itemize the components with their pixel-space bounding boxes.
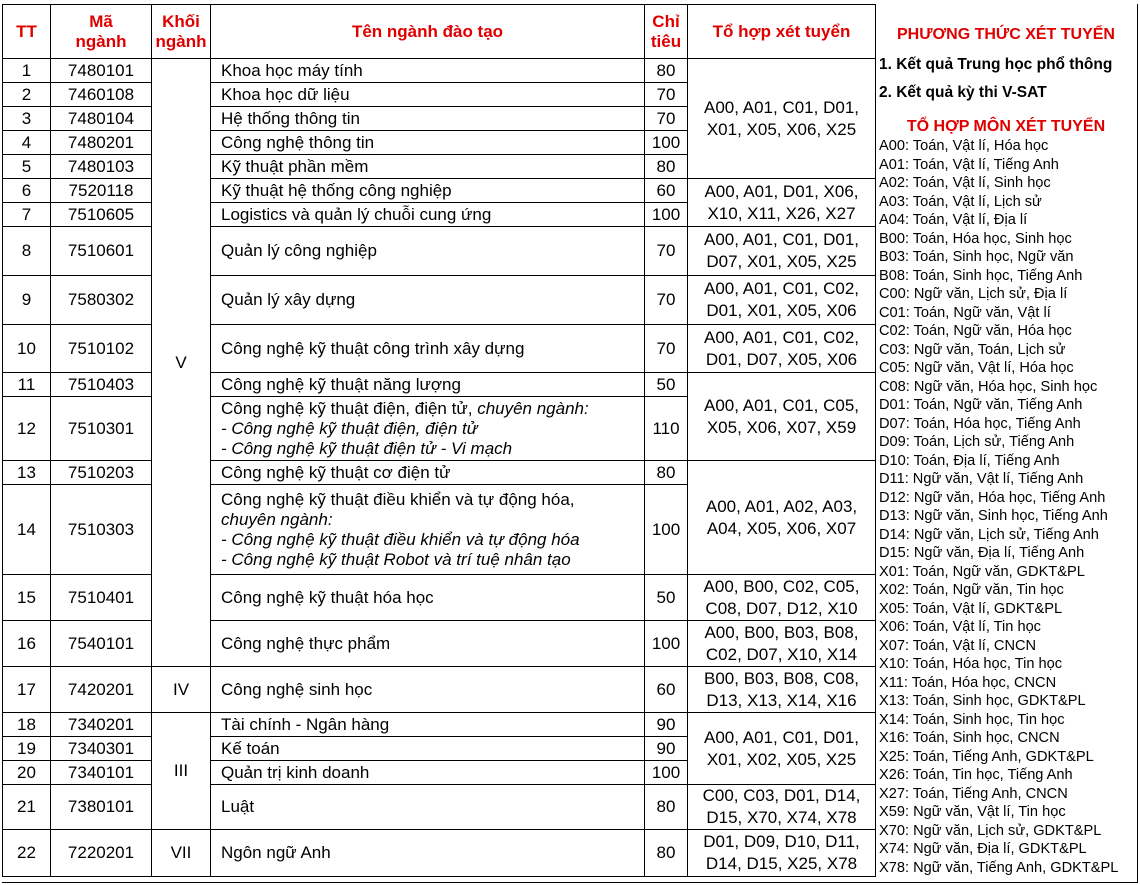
table-row: 18 7340201 III Tài chính - Ngân hàng 90 A00, A01, C01, D01, X01, X02, X05, X25 (3, 713, 876, 737)
table-row: 8 7510601 Quản lý công nghiệp 70 A00, A01, C01, D01, D07, X01, X05, X25 (3, 227, 876, 276)
combo-cell: A00, A01, C01, C02, D01, D07, X05, X06 (688, 325, 876, 373)
table-row: 9 7580302 Quản lý xây dựng 70 A00, A01, C01, C02, D01, X01, X05, X06 (3, 276, 876, 325)
method-item: 2. Kết quả kỳ thi V-SAT (879, 84, 1047, 101)
combo-code: A03: Toán, Vật lí, Lịch sử (879, 193, 1042, 210)
combo-code: X07: Toán, Vật lí, CNCN (879, 637, 1037, 654)
table-row: 1 7480101 V Khoa học máy tính 80 A00, A01, C01, D01, X01, X05, X06, X25 (3, 59, 876, 83)
combo-code: X11: Toán, Hóa học, CNCN (879, 674, 1057, 691)
combo-cell: A00, B00, C02, C05, C08, D07, D12, X10 (688, 575, 876, 621)
table-row: 22 7220201 VII Ngôn ngữ Anh 80 D01, D09, D10, D11, D14, D15, X25, X78 (3, 830, 876, 877)
combo-cell: A00, A01, D01, X06, X10, X11, X26, X27 (688, 179, 876, 227)
bottom-rule (2, 882, 875, 883)
table-row: 20 7340101 Quản trị kinh doanh 100 (3, 761, 876, 785)
combo-code: A00: Toán, Vật lí, Hóa học (879, 138, 1049, 154)
block-v: V (152, 59, 211, 667)
side-panel (875, 4, 1138, 883)
combo-code: B03: Toán, Sinh học, Ngữ văn (879, 249, 1074, 265)
header-combos: Tổ hợp xét tuyển (688, 5, 876, 59)
table-row: 7 7510605 Logistics và quản lý chuỗi cung ứng 100 (3, 203, 876, 227)
combo-code: X16: Toán, Sinh học, CNCN (879, 730, 1060, 746)
table-row: 6 7520118 Kỹ thuật hệ thống công nghiệp 60 A00, A01, D01, X06, X10, X11, X26, X27 (3, 179, 876, 203)
combo-code: X13: Toán, Sinh học, GDKT&PL (879, 693, 1086, 709)
combo-code: X06: Toán, Vật lí, Tin học (879, 619, 1041, 635)
header-code: Mã ngành (51, 5, 152, 59)
methods-title: PHƯƠNG THỨC XÉT TUYỂN (897, 26, 1115, 43)
table-header-row (3, 5, 876, 59)
combo-code: X05: Toán, Vật lí, GDKT&PL (879, 600, 1063, 617)
combo-cell: C00, C03, D01, D14, D15, X70, X74, X78 (688, 785, 876, 830)
combo-code: A04: Toán, Vật lí, Địa lí (879, 212, 1028, 228)
combo-code: X74: Ngữ văn, Địa lí, GDKT&PL (879, 841, 1087, 857)
combo-code: X01: Toán, Ngữ văn, GDKT&PL (879, 563, 1085, 580)
block-vii: VII (152, 830, 211, 877)
combo-cell: A00, A01, C01, D01, X01, X02, X05, X25 (688, 713, 876, 785)
table-row: 4 7480201 Công nghệ thông tin 100 (3, 131, 876, 155)
combo-code: B08: Toán, Sinh học, Tiếng Anh (879, 267, 1083, 284)
combo-code: X25: Toán, Tiếng Anh, GDKT&PL (879, 748, 1094, 765)
block-iii: III (152, 713, 211, 830)
combo-code: X27: Toán, Tiếng Anh, CNCN (879, 785, 1068, 802)
table-row: 14 7510303 Công nghệ kỹ thuật điều khiển và tự động hóa, chuyên ngành: - Công nghệ kỹ thuật điều khiển và tự động hóa - Công nghệ kỹ thuật Robot và trí tuệ nhân tạo 100 (3, 485, 876, 575)
table-row: 15 7510401 Công nghệ kỹ thuật hóa học 50 A00, B00, C02, C05, C08, D07, D12, X10 (3, 575, 876, 621)
header-quota: Chỉ tiêu (645, 5, 688, 59)
table-row: 19 7340301 Kế toán 90 (3, 737, 876, 761)
combo-code: X14: Toán, Sinh học, Tin học (879, 711, 1065, 728)
majors-table (2, 4, 876, 877)
combo-code: C02: Toán, Ngữ văn, Hóa học (879, 323, 1072, 339)
combo-code: X26: Toán, Tin học, Tiếng Anh (879, 767, 1073, 783)
combo-cell: D01, D09, D10, D11, D14, D15, X25, X78 (688, 830, 876, 877)
table-row: 2 7460108 Khoa học dữ liệu 70 (3, 83, 876, 107)
header-block: Khối ngành (152, 5, 211, 59)
combo-code: A01: Toán, Vật lí, Tiếng Anh (879, 156, 1059, 173)
combo-code: X10: Toán, Hóa học, Tin học (879, 656, 1063, 672)
combo-code: D12: Ngữ văn, Hóa học, Tiếng Anh (879, 489, 1106, 506)
table-row: 5 7480103 Kỹ thuật phần mềm 80 (3, 155, 876, 179)
combo-code: X59: Ngữ văn, Vật lí, Tin học (879, 804, 1066, 820)
combo-code: B00: Toán, Hóa học, Sinh học (879, 230, 1072, 247)
combo-code: D09: Toán, Lịch sử, Tiếng Anh (879, 434, 1075, 450)
combo-code: C08: Ngữ văn, Hóa học, Sinh học (879, 378, 1098, 395)
combo-code: C05: Ngữ văn, Vật lí, Hóa học (879, 360, 1074, 376)
combo-code: X02: Toán, Ngữ văn, Tin học (879, 582, 1064, 598)
table-row: 11 7510403 Công nghệ kỹ thuật năng lượng 50 A00, A01, C01, C05, X05, X06, X07, X59 (3, 373, 876, 397)
combo-code: C03: Ngữ văn, Toán, Lịch sử (879, 341, 1066, 358)
header-name: Tên ngành đào tạo (211, 5, 645, 59)
header-tt: TT (3, 5, 51, 59)
combo-cell: A00, A01, C01, C02, D01, X01, X05, X06 (688, 276, 876, 325)
combo-cell: A00, A01, A02, A03, A04, X05, X06, X07 (688, 461, 876, 575)
combo-code: X70: Ngữ văn, Lịch sử, GDKT&PL (879, 822, 1102, 839)
combo-code: D13: Ngữ văn, Sinh học, Tiếng Anh (879, 508, 1108, 524)
combo-code: C01: Toán, Ngữ văn, Vật lí (879, 304, 1051, 321)
combo-cell: A00, A01, C01, D01, D07, X01, X05, X25 (688, 227, 876, 276)
combo-code: A02: Toán, Vật lí, Sinh học (879, 175, 1051, 191)
combo-code: D14: Ngữ văn, Lịch sử, Tiếng Anh (879, 526, 1099, 543)
table-row: 17 7420201 IV Công nghệ sinh học 60 B00, B03, B08, C08, D13, X13, X14, X16 (3, 667, 876, 713)
table-row: 10 7510102 Công nghệ kỹ thuật công trình xây dựng 70 A00, A01, C01, C02, D01, D07, X05, X06 (3, 325, 876, 373)
table-row: 16 7540101 Công nghệ thực phẩm 100 A00, B00, B03, B08, C02, D07, X10, X14 (3, 621, 876, 667)
combo-code: D10: Toán, Địa lí, Tiếng Anh (879, 452, 1060, 469)
combo-cell: A00, B00, B03, B08, C02, D07, X10, X14 (688, 621, 876, 667)
combo-code-list (875, 137, 1137, 877)
combos-title: TỔ HỢP MÔN XÉT TUYỂN (906, 118, 1106, 135)
table-row: 21 7380101 Luật 80 C00, C03, D01, D14, D15, X70, X74, X78 (3, 785, 876, 830)
combo-code: D15: Ngữ văn, Địa lí, Tiếng Anh (879, 545, 1085, 561)
block-iv: IV (152, 667, 211, 713)
table-row: 12 7510301 Công nghệ kỹ thuật điện, điện tử, chuyên ngành: - Công nghệ kỹ thuật điện, điện tử - Công nghệ kỹ thuật điện tử - Vi mạch 110 (3, 397, 876, 461)
combo-code: C00: Ngữ văn, Lịch sử, Địa lí (879, 286, 1068, 302)
combo-code: X78: Ngữ văn, Tiếng Anh, GDKT&PL (879, 859, 1119, 876)
combo-cell: B00, B03, B08, C08, D13, X13, X14, X16 (688, 667, 876, 713)
combo-cell: A00, A01, C01, C05, X05, X06, X07, X59 (688, 373, 876, 461)
method-item: 1. Kết quả Trung học phổ thông (879, 56, 1113, 73)
combo-code: D07: Toán, Hóa học, Tiếng Anh (879, 415, 1081, 432)
combo-code: D11: Ngữ văn, Vật lí, Tiếng Anh (879, 471, 1084, 487)
table-row: 13 7510203 Công nghệ kỹ thuật cơ điện tử 80 A00, A01, A02, A03, A04, X05, X06, X07 (3, 461, 876, 485)
combo-code: D01: Toán, Ngữ văn, Tiếng Anh (879, 397, 1083, 413)
table-row: 3 7480104 Hệ thống thông tin 70 (3, 107, 876, 131)
combo-cell: A00, A01, C01, D01, X01, X05, X06, X25 (688, 59, 876, 179)
